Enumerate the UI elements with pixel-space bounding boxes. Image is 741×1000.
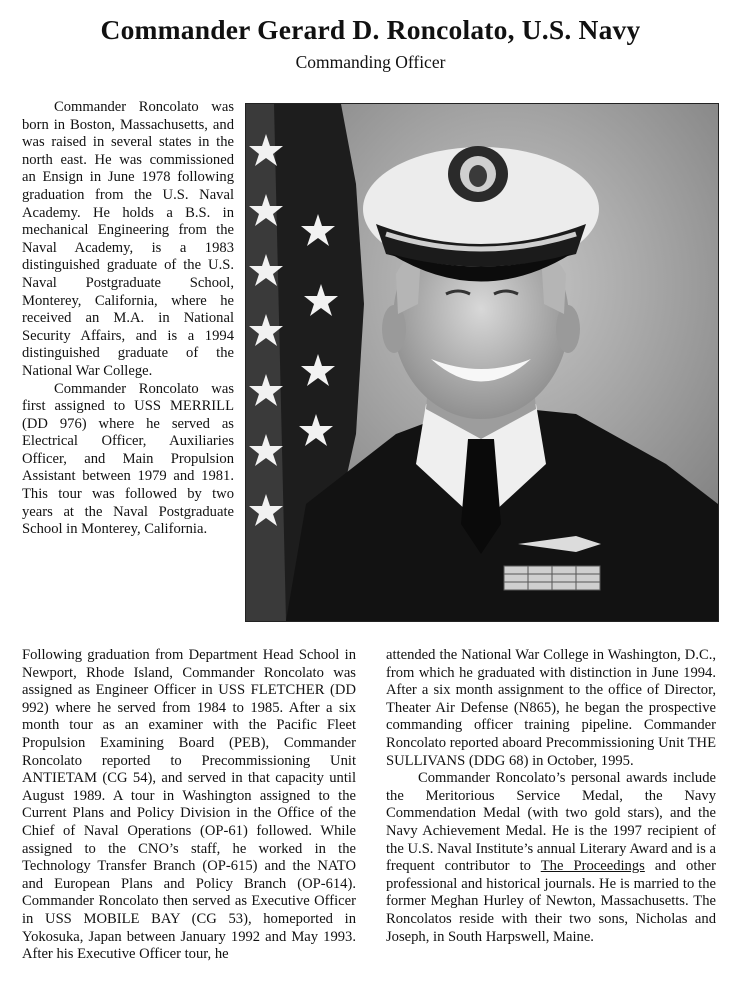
bio-column-left-bottom [22, 647, 356, 964]
awards-text-end: and other professional and historical journals. He is married to the former Meghan Hurley of Newton, Massachusetts. The Roncolatos reside with their two sons, Nicholas and Joseph, in South Harpswell, Maine. [386, 858, 717, 945]
officer-portrait-photo [245, 103, 719, 622]
proceedings-title: The Proceedings [540, 858, 645, 875]
awards-text-start: Commander Roncolato’s personal awards include the Meritorious Service Medal, the Navy Commendation Medal (with two gold stars), and the Navy Achievement Medal. He is the 1997 recipient of the U.S. Naval Institute’s annual Literary Award and is a frequent contributor to [386, 770, 716, 875]
bio-paragraph-early-life: Commander Roncolato was born in Boston, Massachusetts, and was raised in several states in the north east. He was commissioned an Ensign in June 1978 following graduation from the U.S. Naval Academy. He holds a B.S. in mechanical Engineering from the Naval Academy, is a 1983 distinguished graduate of the U.S. Naval Postgraduate School, Monterey, California, where he received an M.A. in National Security Affairs, and is a 1994 distinguished graduate of the National War College. [22, 99, 234, 379]
bio-column-right-bottom [386, 647, 716, 946]
page-title: Commander Gerard D. Roncolato, U.S. Navy [100, 14, 641, 45]
page-subtitle: Commanding Officer [295, 52, 446, 72]
bio-paragraph-career-late: attended the National War College in Washington, D.C., from which he graduated with distinction in June 1994. After a six month assignment to the office of Director, Theater Air Defense (N865), he began the prospective commanding officer training pipeline. Commander Roncolato reported aboard Precommissioning Unit THE SULLIVANS (DDG 68) in October, 1995. [386, 647, 716, 769]
bio-column-left-top [22, 99, 234, 539]
bio-paragraph-career-middle: Following graduation from Department Head School in Newport, Rhode Island, Commander Roncolato was assigned as Engineer Officer in USS FLETCHER (DD 992) where he served from 1984 to 1985. After a six month tour as an examiner with the Pacific Fleet Propulsion Examining Board (PEB), Commander Roncolato reported to Precommissioning Unit ANTIETAM (CG 54), and served in that capacity until August 1989. A tour in Washington assigned to the Current Plans and Policy Division in the Office of the Chief of Naval Operations (OP-61) followed. While assigned to the CNO’s staff, he worked in the Technology Transfer Branch (OP-615) and the NATO and European Plans and Policy Branch (OP-614). Commander Roncolato then served as Executive Officer in USS MOBILE BAY (CG 53), homeported in Yokosuka, Japan between January 1992 and May 1993. After his Executive Officer tour, he [22, 647, 356, 963]
bio-paragraph-awards [386, 770, 716, 946]
bio-paragraph-career-start: Commander Roncolato was first assigned to USS MERRILL (DD 976) where he served as Electrical Officer, Auxiliaries Officer, and Main Propulsion Assistant between 1979 and 1981. This tour was followed by two years at the Naval Postgraduate School in Monterey, California. [22, 380, 234, 538]
